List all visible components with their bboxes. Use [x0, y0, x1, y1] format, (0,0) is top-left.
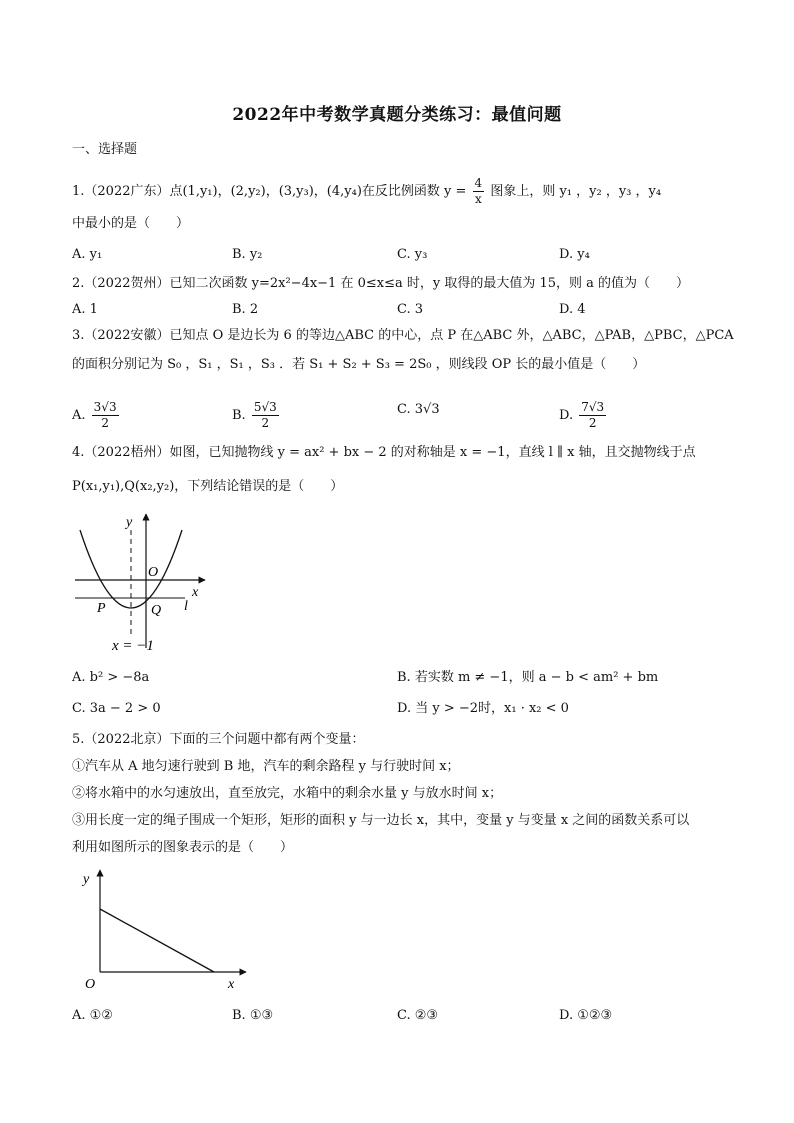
q2-option-a[interactable]: A. 1 — [72, 302, 98, 317]
q3-option-d-label: D. — [559, 408, 574, 423]
q1-frac-den: x — [474, 192, 482, 206]
q1-stem-pre: 1.（2022广东）点(1,y₁)，(2,y₂)，(3,y₃)，(4,y₄)在反比例函数 y = — [72, 184, 467, 199]
q3-option-b-num: 5√3 — [253, 400, 277, 414]
q5-item-3b: 利用如图所示的图象表示的是（ ） — [72, 840, 294, 855]
q3-option-a[interactable] — [72, 400, 121, 431]
q3-option-d-den: 2 — [588, 416, 597, 430]
q4-option-d[interactable]: D. 当 y > −2时，x₁ · x₂ < 0 — [397, 701, 569, 716]
q3-options — [72, 400, 752, 430]
q4-option-b[interactable]: B. 若实数 m ≠ −1，则 a − b < am² + bm — [397, 670, 659, 685]
q3-option-b-frac — [252, 400, 279, 431]
q1-option-a[interactable]: A. y₁ — [72, 247, 103, 262]
q4-line-l-label: l — [184, 599, 188, 614]
q2-option-d[interactable]: D. 4 — [559, 302, 586, 317]
q1-options — [72, 245, 752, 265]
q5-item-1: ①汽车从 A 地匀速行驶到 B 地，汽车的剩余路程 y 与行驶时间 x； — [72, 759, 460, 774]
q3-option-b-label: B. — [232, 408, 246, 423]
q4-x-label: x — [192, 585, 199, 600]
q4-parabola-figure — [70, 508, 220, 653]
q3-option-d-frac — [579, 400, 606, 431]
q3-option-c[interactable] — [397, 400, 440, 420]
q4-option-c[interactable]: C. 3a − 2 > 0 — [72, 701, 161, 716]
q5-options — [72, 1006, 752, 1026]
q4-point-q-label: Q — [151, 603, 162, 618]
q5-stem: 5.（2022北京）下面的三个问题中都有两个变量： — [72, 732, 365, 747]
q2-stem: 2.（2022贺州）已知二次函数 y=2x²−4x−1 在 0≤x≤a 时，y 取得的最大值为 15，则 a 的值为（ ） — [72, 276, 690, 291]
q4-options-row1 — [72, 668, 752, 688]
q2-options — [72, 300, 752, 320]
q5-y-label: y — [83, 872, 90, 887]
q1-option-c[interactable]: C. y₃ — [397, 247, 428, 262]
q5-origin-label: O — [85, 977, 96, 992]
q5-option-c[interactable]: C. ②③ — [397, 1008, 439, 1023]
q4-option-a[interactable]: A. b² > −8a — [72, 670, 150, 685]
q3-option-c-label: C. — [397, 402, 411, 417]
q1-fraction — [473, 176, 485, 207]
q1-stem-line1 — [72, 176, 661, 207]
q3-option-a-den: 2 — [101, 416, 109, 430]
q1-option-d[interactable]: D. y₄ — [559, 247, 590, 262]
q1-option-b[interactable]: B. y₂ — [232, 247, 263, 262]
q4-symmetry-label: x = −1 — [112, 638, 154, 653]
section-heading: 一、选择题 — [72, 142, 138, 157]
q3-option-b-den: 2 — [261, 416, 270, 430]
q4-stem-line1: 4.（2022梧州）如图，已知抛物线 y = ax² + bx − 2 的对称轴是 x = −1，直线 l ∥ x 轴，且交抛物线于点 — [72, 445, 696, 460]
q1-stem-post: 图象上，则 y₁ ，y₂ ，y₃ ，y₄ — [490, 184, 662, 199]
page-title: 2022年中考数学真题分类练习：最值问题 — [232, 105, 562, 125]
q5-option-d[interactable]: D. ①②③ — [559, 1008, 613, 1023]
q5-item-2: ②将水箱中的水匀速放出，直至放完，水箱中的剩余水量 y 与放水时间 x； — [72, 786, 503, 801]
q5-item-3a: ③用长度一定的绳子围成一个矩形，矩形的面积 y 与一边长 x，其中，变量 y 与变量 x 之间的函数关系可以 — [72, 813, 690, 828]
q5-linear-figure — [78, 866, 253, 994]
q4-options-row2 — [72, 699, 752, 719]
q3-option-a-num: 3√3 — [93, 400, 117, 414]
q3-option-a-label: A. — [72, 408, 86, 423]
q3-option-a-frac — [92, 400, 119, 431]
q3-option-b[interactable] — [232, 400, 281, 431]
q5-option-b[interactable]: B. ①③ — [232, 1008, 274, 1023]
q5-option-a[interactable]: A. ①② — [72, 1008, 113, 1023]
q2-option-b[interactable]: B. 2 — [232, 302, 259, 317]
q2-option-c[interactable]: C. 3 — [397, 302, 424, 317]
q3-option-d-num: 7√3 — [581, 400, 605, 414]
q3-option-d[interactable] — [559, 400, 608, 431]
q4-stem-line2: P(x₁,y₁),Q(x₂,y₂)，下列结论错误的是（ ） — [72, 479, 344, 494]
q1-stem-line2: 中最小的是（ ） — [72, 216, 190, 231]
q1-frac-num: 4 — [474, 176, 483, 190]
q4-y-label: y — [126, 515, 133, 530]
q4-point-p-label: P — [97, 601, 106, 616]
q4-origin-label: O — [148, 565, 159, 580]
q3-stem-line1: 3.（2022安徽）已知点 O 是边长为 6 的等边△ABC 的中心，点 P 在△ABC 外，△ABC，△PAB，△PBC，△PCA — [72, 328, 734, 343]
q3-stem-line2: 的面积分别记为 S₀ ，S₁ ，S₁ ，S₃ ．若 S₁ + S₂ + S₃ = 2S₀ ，则线段 OP 长的最小值是（ ） — [72, 357, 646, 372]
q5-x-label: x — [228, 977, 235, 992]
q5-decreasing-line — [100, 909, 214, 972]
q3-option-c-text: 3√3 — [414, 402, 440, 417]
